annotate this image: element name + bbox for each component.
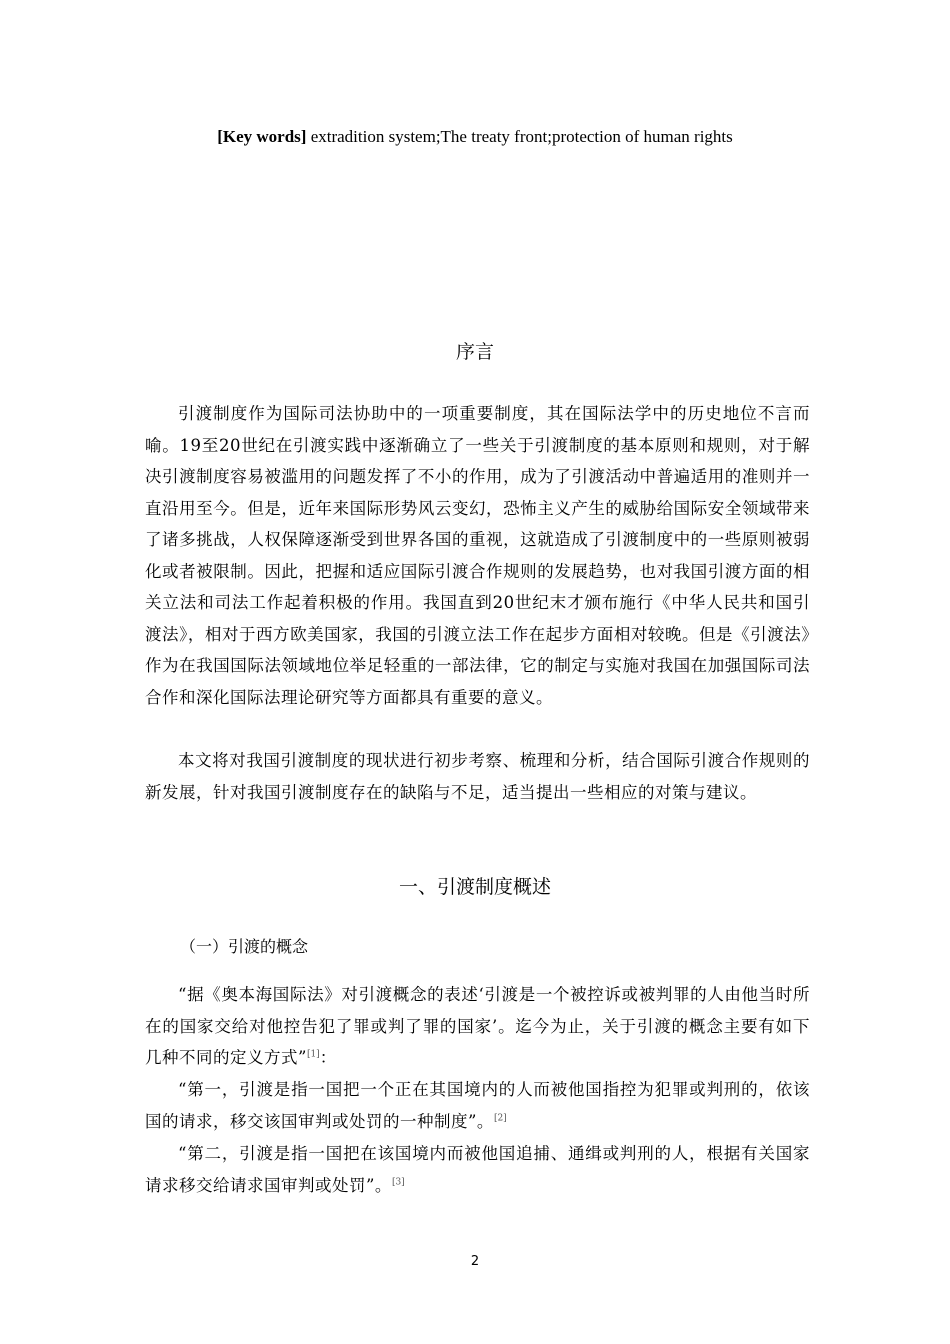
paragraph-text: 引渡制度作为国际司法协助中的一项重要制度，其在国际法学中的历史地位不言而喻。19至20世纪在引渡实践中逐渐确立了一些关于引渡制度的基本原则和规则，对于解决引渡制度容易被滥用的问题发挥了不小的作用，成为了引渡活动中普遍适用的准则并一直沿用至今。但是，近年来国际形势风云变幻，恐怖主义产生的威胁给国际安全领域带来了诸多挑战，人权保障逐渐受到世界各国的重视，这就造成了引渡制度中的一些原则被弱化或者被限制。因此，把握和适应国际引渡合作规则的发展趋势，也对我国引渡方面的相关立法和司法工作起着积极的作用。我国直到20世纪末才颁布施行《中华人民共和国引渡法》，相对于西方欧美国家，我国的引渡立法工作在起步方面相对较晚。但是《引渡法》作为在我国国际法领域地位举足轻重的一部法律，它的制定与实施对我国在加强国际司法合作和深化国际法理论研究等方面都具有重要的意义。 <box>145 404 810 707</box>
preface-paragraph-2 <box>145 745 810 808</box>
paragraph-text: 本文将对我国引渡制度的现状进行初步考察、梳理和分析，结合国际引渡合作规则的新发展，针对我国引渡制度存在的缺陷与不足，适当提出一些相应的对策与建议。 <box>145 751 810 802</box>
keywords-line <box>0 126 950 148</box>
paragraph-body: “第二，引渡是指一国把在该国境内而被他国追捕、通缉或判刑的人，根据有关国家请求移交给请求国审判或处罚”。 <box>145 1144 810 1195</box>
paragraph-body: “据《奥本海国际法》对引渡概念的表述‘引渡是一个被控诉或被判罪的人由他当时所在的国家交给对他控告犯了罪或判了罪的国家’。迄今为止，关于引渡的概念主要有如下几种不同的定义方式” <box>145 985 810 1067</box>
keywords-text: extradition system;The treaty front;protection of human rights <box>306 127 733 146</box>
subsection-1-heading: （一）引渡的概念 <box>180 937 309 956</box>
citation-ref: [2] <box>493 1113 507 1123</box>
concept-paragraph-1 <box>145 979 810 1074</box>
preface-paragraph-1 <box>145 398 810 713</box>
paragraph-text <box>145 1074 810 1137</box>
section-1-heading: 一、引渡制度概述 <box>398 876 551 898</box>
paragraph-text <box>145 1138 810 1201</box>
paragraph-text <box>145 979 810 1074</box>
preface-heading: 序言 <box>455 341 494 363</box>
keywords-label: [Key words] <box>217 127 307 146</box>
paragraph-tail: ： <box>319 1048 337 1067</box>
concept-paragraph-2 <box>145 1074 810 1137</box>
citation-ref: [1] <box>306 1049 320 1060</box>
paragraph-body: “第一，引渡是指一国把一个正在其国境内的人而被他国指控为犯罪或判刑的，依该国的请求，移交该国审判或处罚的一种制度”。 <box>145 1080 810 1131</box>
page-number: 2 <box>470 1254 480 1269</box>
concept-paragraph-3 <box>145 1138 810 1201</box>
citation-ref: [3] <box>391 1177 405 1187</box>
